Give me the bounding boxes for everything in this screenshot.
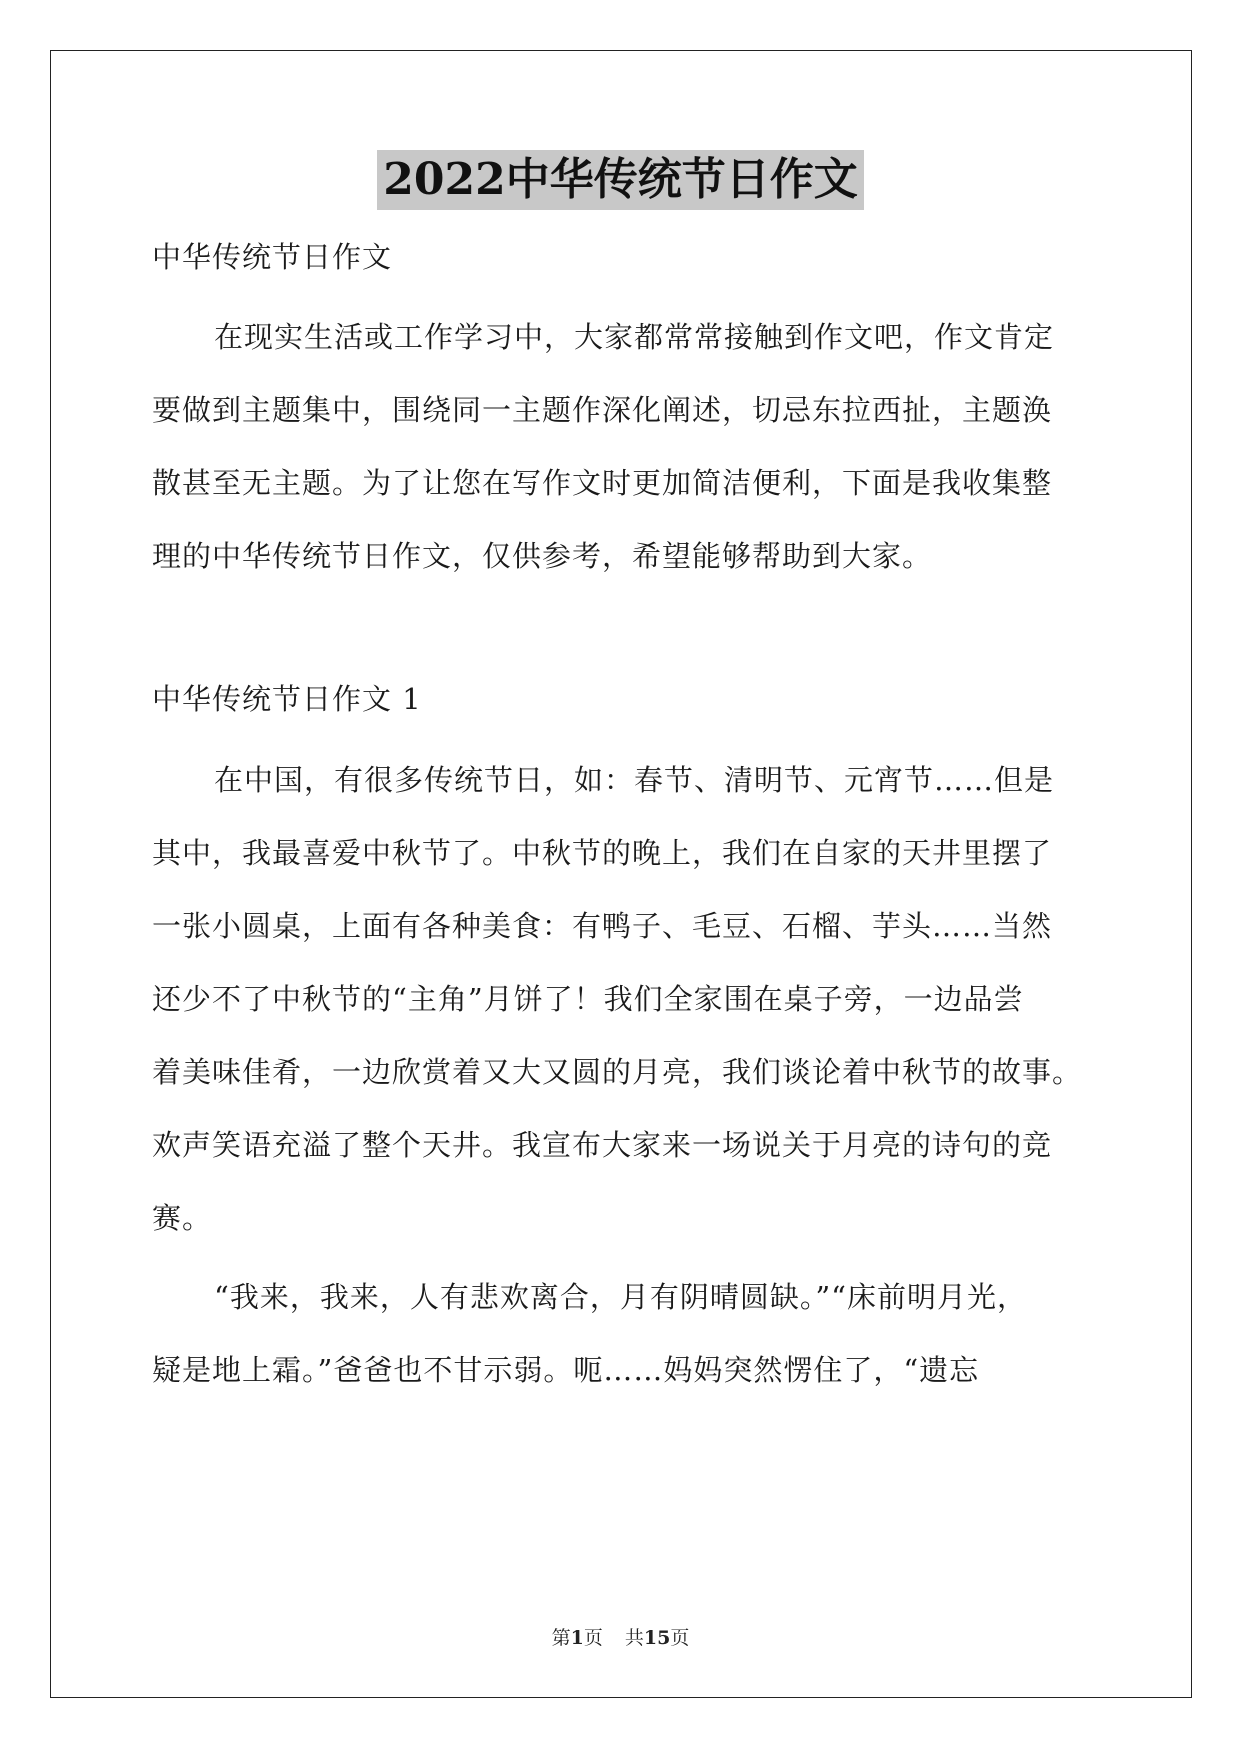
body-line: 着美味佳肴，一边欣赏着又大又圆的月亮，我们谈论着中秋节的故事。	[152, 1055, 1083, 1089]
intro-line: 散甚至无主题。为了让您在写作文时更加简洁便利，下面是我收集整	[152, 466, 1053, 500]
page-prefix: 第	[551, 1627, 571, 1649]
body-line: 其中，我最喜爱中秋节了。中秋节的晚上，我们在自家的天井里摆了	[152, 836, 1053, 870]
section-heading: 中华传统节日作文 1	[152, 682, 422, 716]
page-suffix: 页	[583, 1627, 603, 1649]
intro-line: 理的中华传统节日作文，仅供参考，希望能够帮助到大家。	[152, 539, 933, 573]
page-number: 1	[570, 1627, 584, 1649]
intro-line: 在现实生活或工作学习中，大家都常常接触到作文吧，作文肯定	[214, 320, 1055, 354]
body-line: “我来，我来，人有悲欢离合，月有阴晴圆缺。”“床前明月光，	[214, 1280, 1027, 1314]
body-line: 赛。	[152, 1201, 213, 1235]
document-title: 2022中华传统节日作文	[377, 150, 863, 210]
body-line: 还少不了中秋节的“主角”月饼了！我们全家围在桌子旁，一边品尝	[152, 982, 1024, 1016]
total-prefix: 共	[624, 1627, 644, 1649]
intro-line: 要做到主题集中，围绕同一主题作深化阐述，切忌东拉西扯，主题涣	[152, 393, 1053, 427]
total-suffix: 页	[670, 1627, 690, 1649]
body-line: 一张小圆桌，上面有各种美食：有鸭子、毛豆、石榴、芋头……当然	[152, 909, 1053, 943]
page-footer	[0, 1625, 1241, 1651]
title-container	[0, 150, 1241, 210]
subtitle: 中华传统节日作文	[152, 240, 393, 274]
body-line: 在中国，有很多传统节日，如：春节、清明节、元宵节……但是	[214, 763, 1055, 797]
total-pages: 15	[643, 1627, 671, 1649]
body-line: 欢声笑语充溢了整个天井。我宣布大家来一场说关于月亮的诗句的竞	[152, 1128, 1053, 1162]
page-border	[50, 50, 1192, 1698]
body-line: 疑是地上霜。”爸爸也不甘示弱。呃……妈妈突然愣住了，“遗忘	[152, 1353, 980, 1387]
